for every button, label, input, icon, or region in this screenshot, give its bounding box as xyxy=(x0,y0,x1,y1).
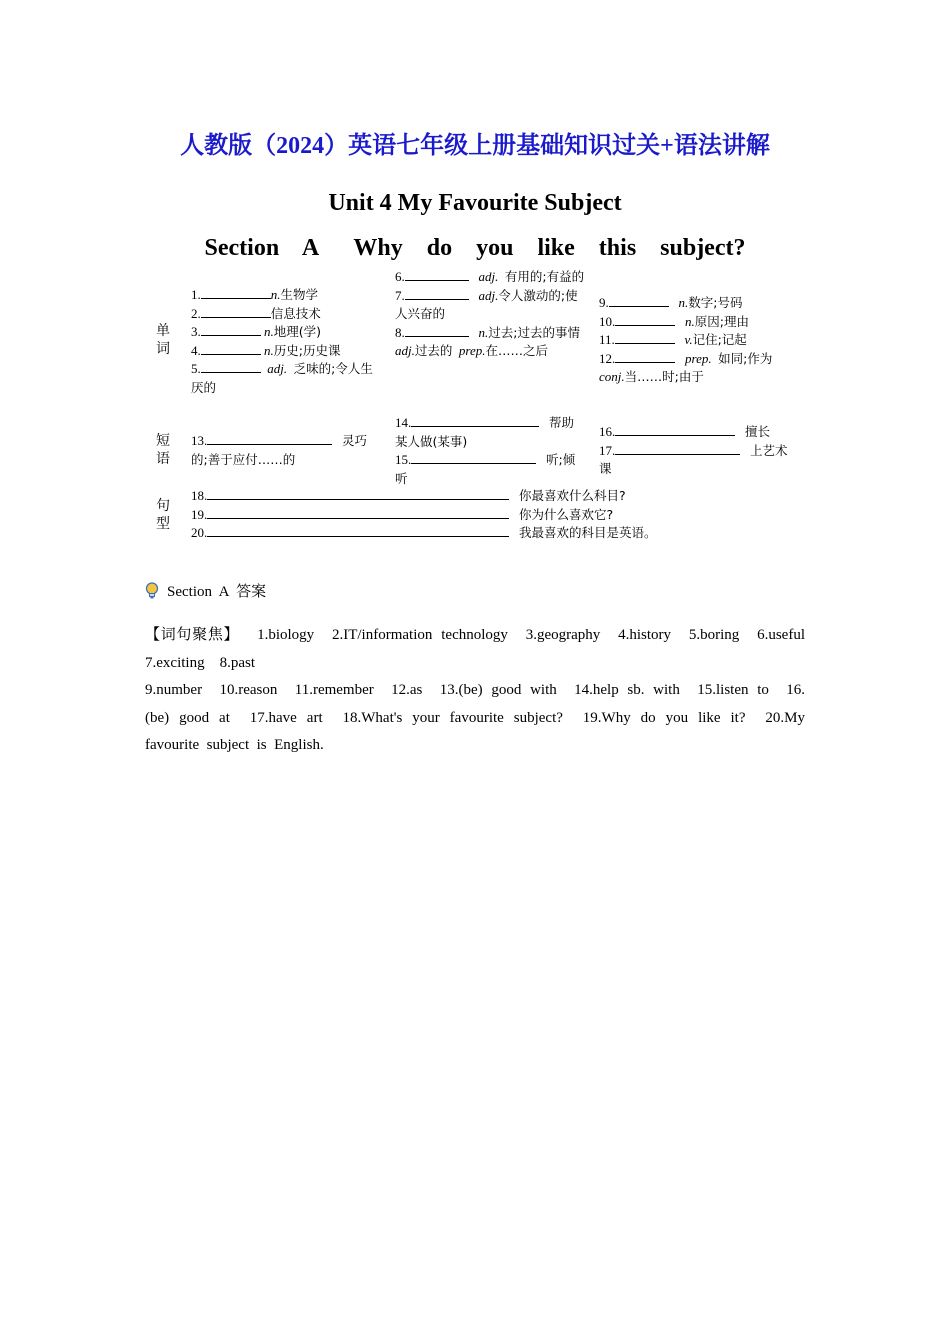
answer-blank[interactable] xyxy=(615,442,740,455)
words-col3 xyxy=(599,294,799,387)
word-item: 7. adj.令人激动的;使人兴奋的 xyxy=(395,287,578,321)
word-item: 8. n.过去;过去的事情 adj.过去的 prep.在……之后 xyxy=(395,324,580,358)
word-item: 11. v.记住;记起 xyxy=(599,332,747,347)
answer-blank[interactable] xyxy=(405,268,469,281)
word-item: 3. n.地理(学) xyxy=(191,324,322,339)
answer-blank[interactable] xyxy=(201,323,261,336)
answer-blank[interactable] xyxy=(201,286,271,299)
phrases-col1 xyxy=(191,432,381,469)
answer-blank[interactable] xyxy=(405,287,469,300)
answers-body xyxy=(145,621,820,760)
section-title: Section A Why do you like this subject? xyxy=(204,235,746,261)
answer-blank[interactable] xyxy=(207,432,332,445)
phrases-col3 xyxy=(599,423,799,479)
answer-blank[interactable] xyxy=(615,350,675,363)
category-phrases: 短语 xyxy=(156,433,170,467)
word-item: 6. adj. 有用的;有益的 xyxy=(395,269,585,284)
phrase-item: 15. 听;倾听 xyxy=(395,452,576,486)
word-item: 2. 信息技术 xyxy=(191,305,321,321)
phrase-item: 16. 擅长 xyxy=(599,424,771,439)
answer-blank[interactable] xyxy=(615,423,735,436)
answer-blank[interactable] xyxy=(615,331,675,344)
word-item: 12. prep. 如同;作为 conj.当……时;由于 xyxy=(599,350,773,384)
answer-blank[interactable] xyxy=(411,414,539,427)
answer-blank[interactable] xyxy=(201,342,261,355)
answer-blank[interactable] xyxy=(405,324,469,337)
answer-blank[interactable] xyxy=(609,294,669,307)
unit-title: Unit 4 My Favourite Subject xyxy=(328,190,622,216)
word-item: 5. adj. 乏味的;令人生厌的 xyxy=(191,361,373,395)
answer-blank[interactable] xyxy=(201,360,261,373)
answer-blank[interactable] xyxy=(615,313,675,326)
answer-blank[interactable] xyxy=(411,451,536,464)
sentence-item: 18. 你最喜欢什么科目? xyxy=(191,488,626,503)
phrase-item: 13. 灵巧的;善于应付……的 xyxy=(191,433,368,467)
sentence-item: 19. 你为什么喜欢它? xyxy=(191,506,614,522)
word-item: 4. n.历史;历史课 xyxy=(191,342,341,358)
main-title: 人教版（2024）英语七年级上册基础知识过关+语法讲解 xyxy=(180,133,770,159)
word-item: 10. n.原因;理由 xyxy=(599,313,749,329)
sentences xyxy=(191,487,711,543)
answers-line-2: 9.number 10.reason 11.remember 12.as 13.(be) good with 14.help sb. with 15.listen to 16.(be) good at 17.have art 18.What's your favourite subject? 19.Why do you like it? 20.My favourite subject is English. xyxy=(145,682,813,753)
answer-blank[interactable] xyxy=(207,487,509,500)
answers-line-1: 【词句聚焦】 1.biology 2.IT/information technology 3.geography 4.history 5.boring 6.useful 7.exciting 8.past xyxy=(145,625,820,671)
words-col2 xyxy=(395,268,585,361)
answer-blank[interactable] xyxy=(207,506,509,519)
word-item: 9. n.数字;号码 xyxy=(599,295,743,310)
answers-heading-text: Section A 答案 xyxy=(167,584,267,600)
phrases-col2 xyxy=(395,414,585,488)
lightbulb-icon xyxy=(145,582,159,600)
sentence-item: 20. 我最喜欢的科目是英语。 xyxy=(191,525,657,540)
answers-heading xyxy=(145,580,266,601)
category-words: 单词 xyxy=(156,323,170,357)
answer-blank[interactable] xyxy=(201,305,271,318)
phrase-item: 14. 帮助某人做(某事) xyxy=(395,415,575,449)
phrase-item: 17. 上艺术课 xyxy=(599,442,788,476)
words-col1 xyxy=(191,286,381,397)
category-sentences: 句型 xyxy=(156,498,170,532)
answer-blank[interactable] xyxy=(207,524,509,537)
word-item: 1. n.生物学 xyxy=(191,287,319,302)
